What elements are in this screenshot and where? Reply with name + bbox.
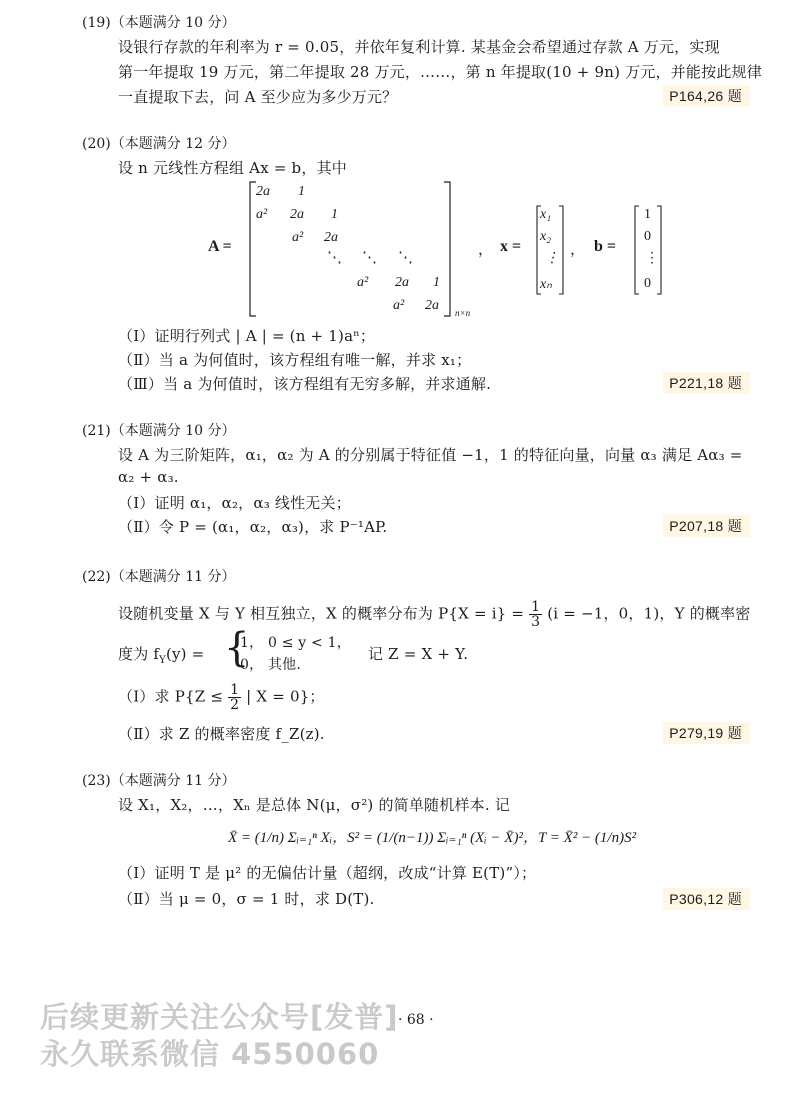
page-number: · 68 · xyxy=(398,1012,434,1028)
case-2: 0， 其他. xyxy=(240,657,302,673)
q23-part-2: （Ⅱ）当 μ = 0，σ = 1 时，求 D(T). xyxy=(118,890,375,908)
left-brace: { xyxy=(224,625,250,671)
q20-part-2: （Ⅱ）当 a 为何值时，该方程组有唯一解，并求 x₁； xyxy=(118,351,472,369)
diagonal-dots: ⋱ xyxy=(398,248,413,266)
q20-intro: 设 n 元线性方程组 Ax = b，其中 xyxy=(118,159,347,177)
matrix-subscript: n×n xyxy=(455,308,471,318)
q22-line-2c: 记 Z = X + Y. xyxy=(368,645,469,663)
q20-page-ref: P221,18 题 xyxy=(663,372,750,394)
fraction xyxy=(529,600,542,629)
matrix-a-label: A = xyxy=(208,238,232,255)
vector-x-label: x = xyxy=(500,238,522,255)
matrix-a-cell: a² xyxy=(256,207,268,222)
q23-header: (23)（本题满分 11 分） xyxy=(82,773,236,789)
vector-x-entry: ⋮ xyxy=(545,251,559,266)
q21-part-2: （Ⅱ）令 P = (α₁，α₂，α₃)，求 P⁻¹AP. xyxy=(118,518,388,536)
matrix-a-cell: 2a xyxy=(256,184,270,199)
case-1: 1， 0 ≤ y < 1， xyxy=(240,635,351,651)
fraction-denominator: 2 xyxy=(230,697,240,713)
matrix-a-cell: a² xyxy=(292,230,304,245)
fraction-numerator: 1 xyxy=(230,682,240,698)
q19-line-2: 第一年提取 19 万元，第二年提取 28 万元，……，第 n 年提取(10 + 9n) 万元，并能按此规律 xyxy=(118,63,762,81)
diagonal-dots: ⋱ xyxy=(362,248,377,266)
q20-header: (20)（本题满分 12 分） xyxy=(82,136,236,152)
matrix-a-cell: 2a xyxy=(425,298,439,313)
vector-x-entry: x₂ xyxy=(540,229,552,244)
q19-line-3: 一直提取下去，问 A 至少应为多少万元？ xyxy=(118,88,398,106)
q22-line-2b: (y) = xyxy=(165,645,205,663)
vector-x-entry: xₙ xyxy=(540,277,552,292)
q23-formula: X̄ = (1/n) Σᵢ₌₁ⁿ Xᵢ，S² = (1/(n−1)) Σᵢ₌₁ⁿ (Xᵢ − X̄)²，T = X̄² − (1/n)S² xyxy=(228,830,637,846)
watermark-line-2: 永久联系微信 4550060 xyxy=(40,1037,380,1071)
vector-x-entry: x₁ xyxy=(540,207,552,222)
matrix-a-cell: 1 xyxy=(433,275,440,290)
q20-part-1: （Ⅰ）证明行列式 | A | = (n + 1)aⁿ； xyxy=(118,327,376,345)
fraction xyxy=(228,683,241,712)
q19-page-ref: P164,26 题 xyxy=(663,85,750,107)
q22-part-1 xyxy=(118,683,325,712)
q19-header: (19)（本题满分 10 分） xyxy=(82,15,236,31)
vector-b-entry: 0 xyxy=(644,229,651,244)
matrix-a-cell: 1 xyxy=(298,184,305,199)
vector-b-entry: 0 xyxy=(644,276,651,291)
matrix-a-cell: a² xyxy=(357,275,369,290)
q23-part-1: （Ⅰ）证明 T 是 μ² 的无偏估计量（超纲，改成“计算 E(T)”）； xyxy=(118,864,537,882)
q22-header: (22)（本题满分 11 分） xyxy=(82,569,236,585)
q22-part-1b: | X = 0}； xyxy=(246,687,325,706)
fraction-denominator: 3 xyxy=(531,614,541,630)
q20-part-3: （Ⅲ）当 a 为何值时，该方程组有无穷多解，并求通解. xyxy=(118,375,492,393)
q22-line-1b: (i = −1，0，1)，Y 的概率密 xyxy=(547,604,751,623)
watermark-line-1: 后续更新关注公众号[发普] xyxy=(40,1000,399,1034)
q21-header: (21)（本题满分 10 分） xyxy=(82,423,236,439)
subscript: Y xyxy=(159,655,166,666)
q19-line-1: 设银行存款的年利率为 r = 0.05，并依年复利计算. 某基金会希望通过存款 A 万元，实现 xyxy=(118,38,720,56)
q23-line-1: 设 X₁，X₂，…，Xₙ 是总体 N(μ，σ²) 的简单随机样本. 记 xyxy=(118,796,510,814)
matrix-a-cell: 2a xyxy=(290,207,304,222)
matrix-a-cell: 2a xyxy=(324,230,338,245)
vector-b-entry: ⋮ xyxy=(645,251,659,266)
q21-line-1: 设 A 为三阶矩阵，α₁，α₂ 为 A 的分别属于特征值 −1，1 的特征向量，向量 α₃ 满足 Aα₃ = xyxy=(118,446,743,464)
q22-page-ref: P279,19 题 xyxy=(663,722,750,744)
q22-line-2a: 度为 f xyxy=(118,645,160,663)
vector-b-label: b = xyxy=(594,238,617,255)
matrix-a-cell: a² xyxy=(393,298,405,313)
q22-part-2: （Ⅱ）求 Z 的概率密度 f_Z(z). xyxy=(118,725,325,743)
q21-page-ref: P207,18 题 xyxy=(663,515,750,537)
q21-line-2: α₂ + α₃. xyxy=(118,468,179,486)
diagonal-dots: ⋱ xyxy=(327,248,342,266)
q22-line-2 xyxy=(118,643,204,666)
q21-part-1: （Ⅰ）证明 α₁，α₂，α₃ 线性无关； xyxy=(118,494,351,512)
comma: ， xyxy=(570,240,586,258)
vector-b-entry: 1 xyxy=(644,207,651,222)
q22-part-1a: （Ⅰ）求 P{Z ≤ xyxy=(118,687,224,706)
comma: ， xyxy=(478,240,494,258)
q22-line-1 xyxy=(118,600,751,629)
q22-line-1a: 设随机变量 X 与 Y 相互独立，X 的概率分布为 P{X = i} = xyxy=(118,604,525,623)
q23-page-ref: P306,12 题 xyxy=(663,888,750,910)
matrix-a-cell: 2a xyxy=(395,275,409,290)
matrix-a-cell: 1 xyxy=(331,207,338,222)
fraction-numerator: 1 xyxy=(531,599,541,615)
